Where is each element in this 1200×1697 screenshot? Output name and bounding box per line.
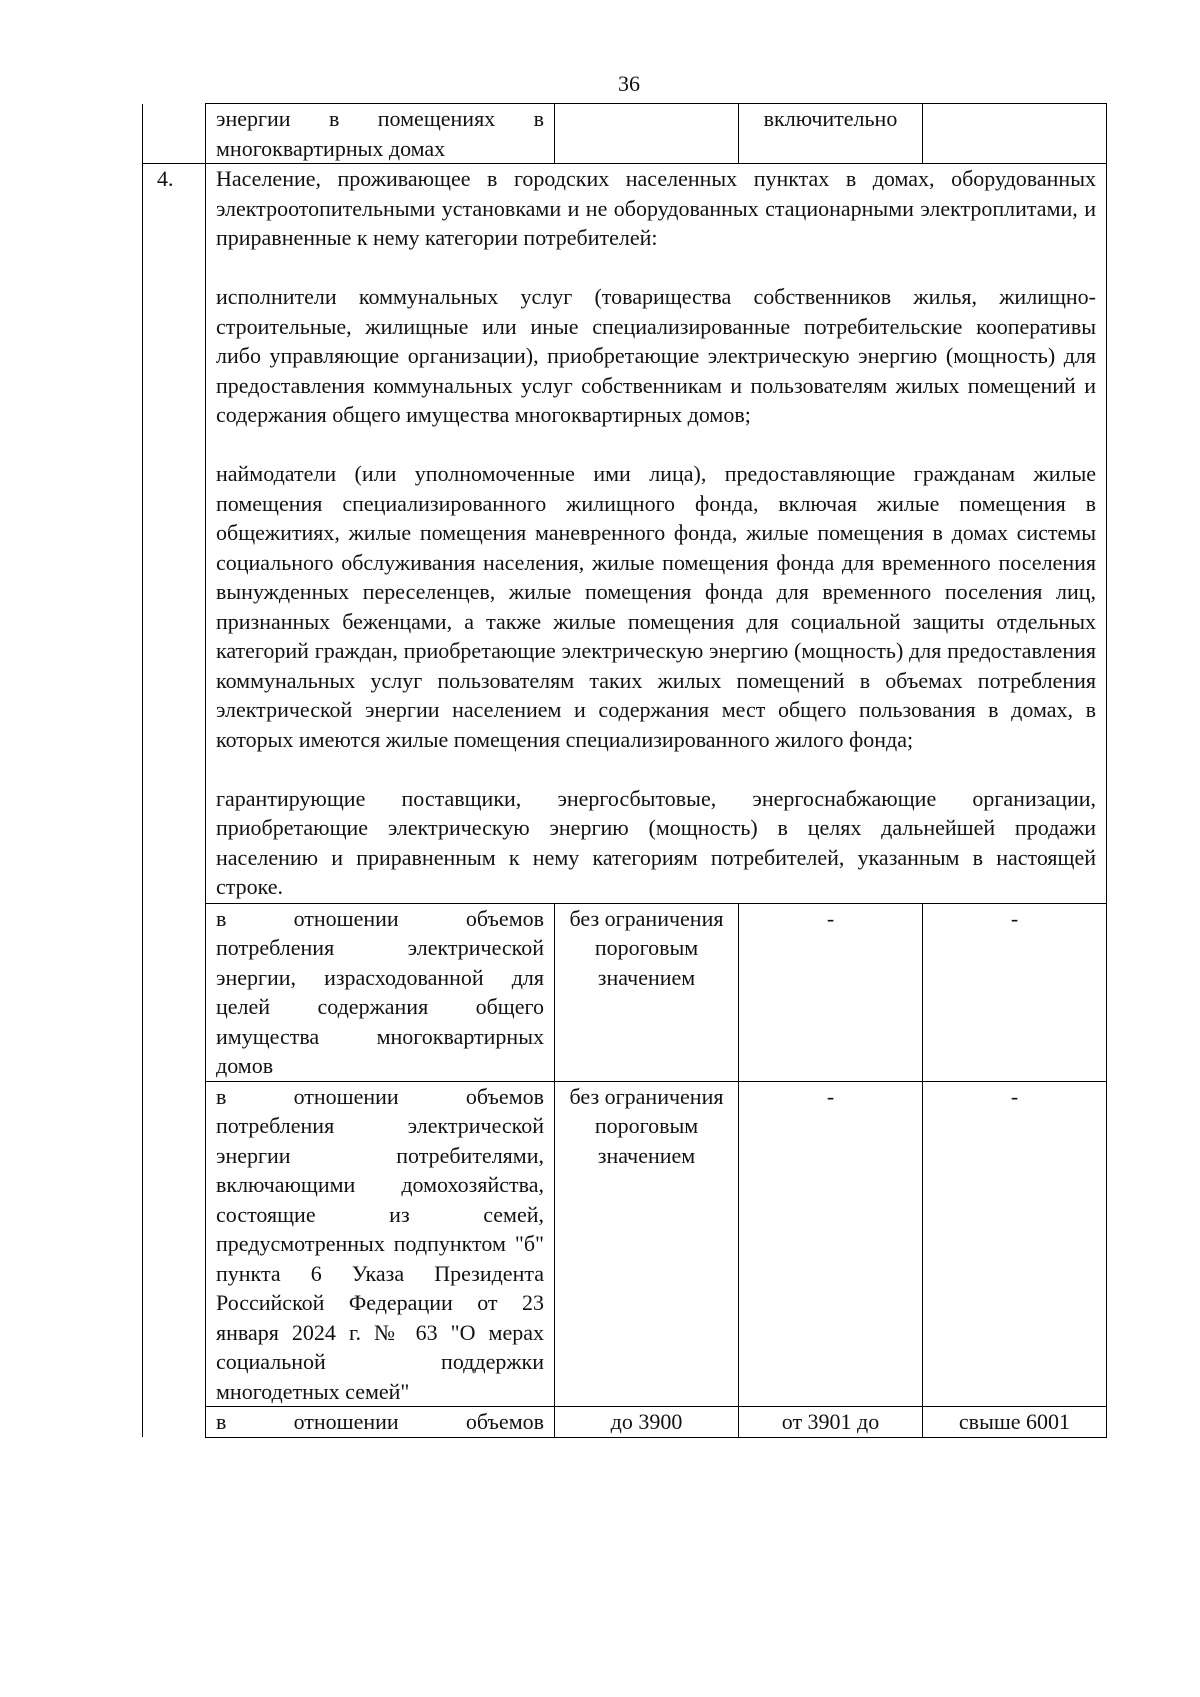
- row-number-cell: [143, 903, 206, 1081]
- range3-cell: [923, 1081, 1107, 1407]
- range2-cell: [739, 1081, 923, 1407]
- table-row: [143, 1407, 1107, 1438]
- range3-text: -: [1010, 905, 1019, 931]
- range1-text: без ограничения пороговым значением: [569, 1083, 724, 1168]
- paragraph-utilities: исполнители коммунальных услуг (товарищества собственников жилья, жилищно-строительные, жилищные или иные специализированные потребительские кооперативы либо управляющие организации), приобретающие электрическую энергию (мощность) для предоставления коммунальных услуг собственникам и пользователям жилых помещений и содержания общего имущества многоквартирных домов;: [216, 284, 1096, 427]
- category-text: энергии в помещениях в многоквартирных домах: [216, 106, 544, 161]
- range2-cell: [739, 1407, 923, 1438]
- range1-text: без ограничения пороговым значением: [569, 905, 724, 990]
- description-cell: [206, 903, 555, 1081]
- row-number-cell: [143, 1081, 206, 1407]
- tariff-table-page: [142, 103, 1106, 1438]
- description-text: в отношении объемов потребления электрической энергии потребителями, включающими домохозяйства, состоящие из семей, предусмотренных подпунктом "б" пункта 6 Указа Президента Российской Федерации от 23 января 2024 г. № 63 "О мерах социальной поддержки многодетных семей": [216, 1083, 544, 1404]
- range3-cell: [923, 1407, 1107, 1438]
- range2-text: от 3901 до: [781, 1409, 880, 1434]
- table-row: [143, 104, 1107, 164]
- range1-cell: [555, 104, 739, 164]
- range3-cell: [923, 903, 1107, 1081]
- table-row: [143, 1081, 1107, 1407]
- description-text: в отношении объемов: [216, 1409, 544, 1434]
- range2-text: -: [826, 1083, 835, 1109]
- range2-cell: [739, 903, 923, 1081]
- row-heading: Население, проживающее в городских населенных пунктах в домах, оборудованных электроотопительными установками и не оборудованных стационарными электроплитами, и приравненные к нему категории потребителей:: [216, 166, 1096, 250]
- range2-cell: включительно: [739, 104, 923, 164]
- description-cell: [206, 1081, 555, 1407]
- table-row: [143, 164, 1107, 904]
- range1-cell: [555, 903, 739, 1081]
- category-cell: [206, 104, 555, 164]
- range1-cell: [555, 1407, 739, 1438]
- row-number-cell: [143, 1407, 206, 1438]
- description-cell: [206, 1407, 555, 1438]
- range1-cell: [555, 1081, 739, 1407]
- paragraph-suppliers: гарантирующие поставщики, энергосбытовые, энергоснабжающие организации, приобретающие электрическую энергию (мощность) в целях дальнейшей продажи населению и приравненным к нему категориям потребителей, указанным в настоящей строке.: [216, 785, 1096, 899]
- range1-text: до 3900: [610, 1409, 683, 1434]
- range3-text: свыше 6001: [958, 1409, 1071, 1434]
- description-text: в отношении объемов потребления электрической энергии, израсходованной для целей содержания общего имущества многоквартирных домов: [216, 905, 544, 1078]
- row-number-cell: [143, 164, 206, 904]
- page-number: 36: [618, 71, 640, 96]
- table-row: [143, 903, 1107, 1081]
- tariff-table: [142, 103, 1107, 1438]
- paragraph-landlords: наймодатели (или уполномоченные ими лица), предоставляющие гражданам жилые помещения специализированного жилищного фонда, включая жилые помещения в общежитиях, жилые помещения маневренного фонда, жилые помещения в домах системы социального обслуживания населения, жилые помещения фонда для временного поселения вынужденных переселенцев, жилые помещения фонда для временного поселения лиц, признанных беженцами, а также жилые помещения для социальной защиты отдельных категорий граждан, приобретающие электрическую энергию (мощность) для предоставления коммунальных услуг пользователям таких жилых помещений в объемах потребления электрической энергии населением и содержания мест общего пользования в домах, в которых имеются жилые помещения специализированного жилого фонда;: [216, 461, 1096, 752]
- range3-cell: [923, 104, 1107, 164]
- row-heading-cell: [206, 164, 1107, 904]
- row-number-cell: [143, 104, 206, 164]
- row-number: 4.: [157, 166, 174, 191]
- range3-text: -: [1010, 1083, 1019, 1109]
- range2-text: -: [826, 905, 835, 931]
